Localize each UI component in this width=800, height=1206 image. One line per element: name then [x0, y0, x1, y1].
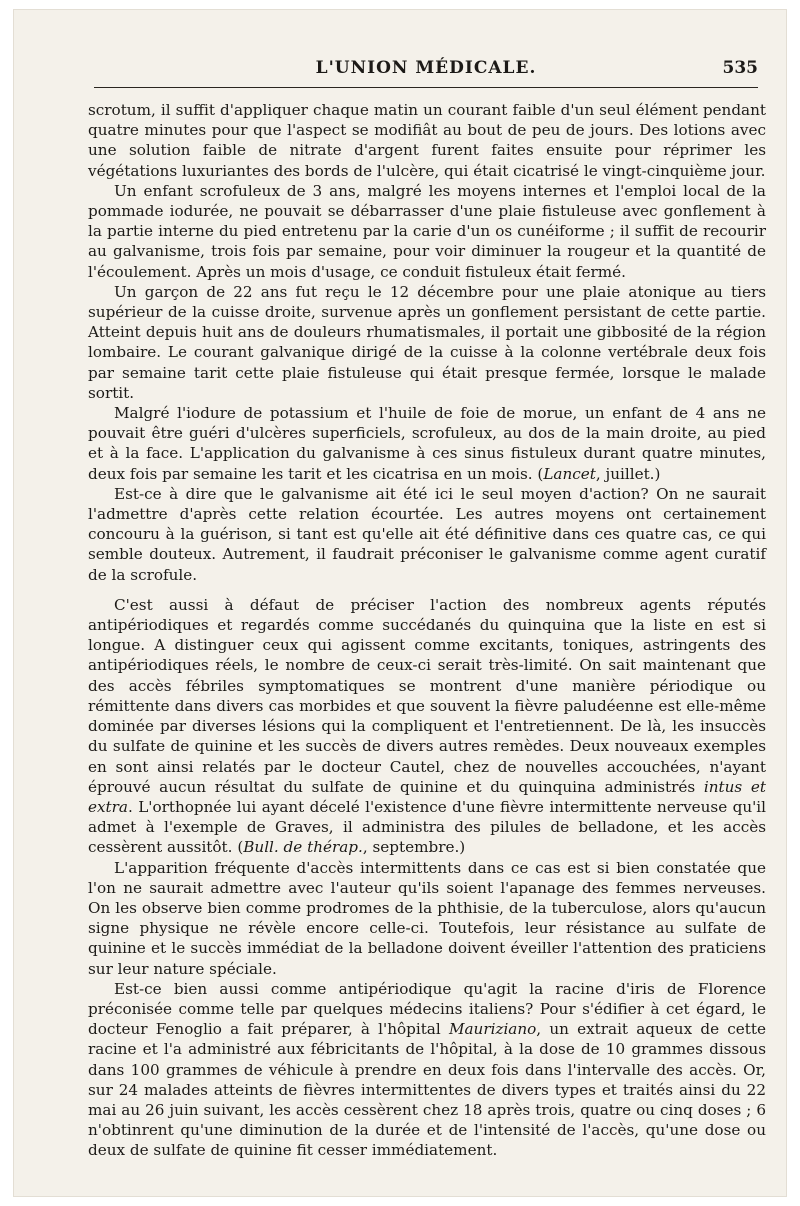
page-number: 535 — [722, 58, 758, 78]
paragraph-antiperiodiques: C'est aussi à défaut de préciser l'action des nombreux agents réputés antipériodiques et regardés comme succédanés du quinquina que la liste en est si longue. A distinguer ceux qui agissent comme excitants, toniques, astringents des antipériodiques réels, le nombre de ceux-ci serait très-limité. On sait maintenant que des accès fébriles symptomatiques se montrent d'une manière périodique ou rémittente dans divers cas morbides et que souvent la fièvre paludéenne est elle-même dominée par diverses lésions qui la compliquent et l'entretiennent. De là, les insuccès du sulfate de quinine et les succès de divers autres remèdes. Deux nouveaux exemples en sont ainsi relatés par le docteur Cautel, chez de nouvelles accouchées, n'ayant éprouvé aucun résultat du sulfate de quinine et du quinquina administrés intus et extra. L'orthopnée lui ayant décelé l'existence d'une fièvre intermittente nerveuse qu'il admet à l'exemple de Graves, il administra des pilules de belladone, et les accès cessèrent aussitôt. (Bull. de thérap., septembre.) — [88, 595, 766, 857]
article-body — [88, 100, 766, 1161]
paragraph-scrotum: scrotum, il suffit d'appliquer chaque matin un courant faible d'un seul élément pendant quatre minutes pour que l'aspect se modifiât au bout de peu de jours. Des lotions avec une solution faible de nitrate d'argent furent faites ensuite pour réprimer les végétations luxuriantes des bords de l'ulcère, qui était cicatrisé le vingt-cinquième jour. — [88, 101, 766, 180]
journal-page — [14, 10, 786, 1196]
page-header — [94, 56, 758, 86]
paragraph-galvanisme: Est-ce à dire que le galvanisme ait été ici le seul moyen d'action? On ne saurait l'admettre d'après cette relation écourtée. Les autres moyens ont certainement concouru à la guérison, si tant est qu'elle ait été définitive dans ces quatre cas, ce qui semble douteux. Autrement, il faudrait préconiser le galvanisme comme agent curatif de la scrofule. — [88, 484, 766, 584]
paragraph-acces-intermittents: L'apparition fréquente d'accès intermittents dans ce cas est si bien constatée que l'on ne saurait admettre avec l'auteur qu'ils soient l'apanage des femmes nerveuses. On les observe bien comme prodromes de la phthisie, de la tuberculose, alors qu'aucun signe physique ne révèle encore celle-ci. Toutefois, leur résistance au sulfate de quinine et le succès immédiat de la belladone doivent éveiller l'attention des praticiens sur leur nature spéciale. — [88, 858, 766, 978]
running-title: L'UNION MÉDICALE. — [315, 58, 537, 78]
paragraph-iodure: Malgré l'iodure de potassium et l'huile de foie de morue, un enfant de 4 ans ne pouvait être guéri d'ulcères superficiels, scrofuleux, au dos de la main droite, au pied et à la face. L'application du galvanisme à ces sinus fistuleux durant quatre minutes, deux fois par semaine les tarit et les cicatrisa en un mois. (Lancet, juillet.) — [88, 404, 766, 483]
paragraph-garcon: Un garçon de 22 ans fut reçu le 12 décembre pour une plaie atonique au tiers supérieur de la cuisse droite, survenue après un gonflement persistant de cette partie. Atteint depuis huit ans de douleurs rhumatismales, il portait une gibbosité de la région lombaire. Le courant galvanique dirigé de la cuisse à la colonne vertébrale deux fois par semaine tarit cette plaie fistuleuse qui était presque fermée, lorsque le malade sortit. — [88, 282, 766, 402]
header-rule — [94, 87, 758, 88]
paragraph-iris-florence: Est-ce bien aussi comme antipériodique qu'agit la racine d'iris de Florence préconisée comme telle par quelques médecins italiens? Pour s'édifier à cet égard, le docteur Fenoglio a fait préparer, à l'hôpital Mauriziano, un extrait aqueux de cette racine et l'a administré aux fébricitants de l'hôpital, à la dose de 10 grammes dissous dans 100 grammes de véhicule à prendre en deux fois dans l'intervalle des accès. Or, sur 24 malades atteints de fièvres intermittentes de divers types et traités ainsi du 22 mai au 26 juin suivant, les accès cessèrent chez 18 après trois, quatre ou cinq doses ; 6 n'obtinrent qu'une diminution de la durée et de l'intensité de l'accès, qu'une dose ou deux de sulfate de quinine fit cesser immédiatement. — [88, 979, 766, 1160]
paragraph-enfant-scrofuleux: Un enfant scrofuleux de 3 ans, malgré les moyens internes et l'emploi local de la pommade iodurée, ne pouvait se débarrasser d'une plaie fistuleuse avec gonflement à la partie interne du pied entretenu par la carie d'un os cunéiforme ; il suffit de recourir au galvanisme, trois fois par semaine, pour voir diminuer la rougeur et la quantité de l'écoulement. Après un mois d'usage, ce conduit fistuleux était fermé. — [88, 181, 766, 281]
